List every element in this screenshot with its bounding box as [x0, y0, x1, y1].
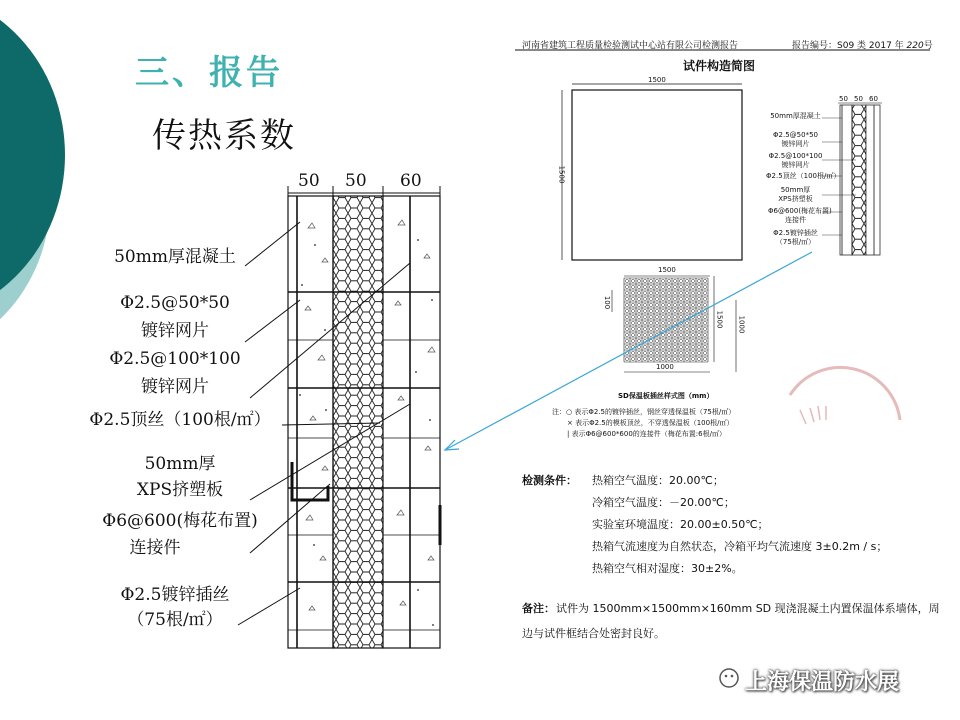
condition-5: 热箱空气相对湿度：30±2%。 [592, 562, 743, 575]
wire-grid [624, 278, 708, 362]
grid-wire-mark [655, 357, 658, 360]
grid-wire-mark [691, 339, 694, 342]
grid-wire-mark [673, 345, 676, 348]
grid-wire-mark [679, 357, 682, 360]
grid-wire-mark [637, 291, 640, 294]
small-dim-1: 50 [839, 95, 848, 103]
grid-wire-mark [661, 339, 664, 342]
grid-wire-mark [691, 357, 694, 360]
grid-wire-mark [625, 345, 628, 348]
grid-wire-mark [691, 297, 694, 300]
grid-wire-mark [649, 285, 652, 288]
square-dim-top: 1500 [648, 76, 666, 84]
grid-dim-right-1: 1500 [715, 310, 724, 329]
grid-wire-mark [643, 333, 646, 336]
watermark-text: 上海保温防水展 [745, 670, 900, 695]
grid-wire-mark [697, 297, 700, 300]
report-number-prefix: 报告编号：S09 类 2017 年 [792, 41, 907, 51]
grid-wire-mark [703, 327, 706, 330]
grid-wire-mark [667, 309, 670, 312]
grid-wire-mark [661, 357, 664, 360]
grid-wire-mark [661, 291, 664, 294]
grid-wire-mark [685, 303, 688, 306]
grid-wire-mark [655, 315, 658, 318]
grid-wire-mark [691, 285, 694, 288]
small-label-11: Φ2.5镀锌插丝 [773, 229, 818, 237]
grid-wire-mark [685, 339, 688, 342]
grid-wire-mark [685, 351, 688, 354]
grid-wire-mark [703, 279, 706, 282]
grid-wire-mark [631, 303, 634, 306]
grid-wire-mark [667, 357, 670, 360]
grid-wire-mark [673, 357, 676, 360]
grid-wire-mark [697, 315, 700, 318]
grid-wire-mark [631, 279, 634, 282]
grid-wire-mark [631, 357, 634, 360]
remark-line-1: 试件为 1500mm×1500mm×160mm SD 现浇混凝土内置保温体系墙体，周 [556, 602, 940, 615]
grid-wire-mark [643, 279, 646, 282]
grid-wire-mark [685, 279, 688, 282]
label-mesh1-name: 镀锌网片 [141, 321, 209, 341]
report-header-org: 河南省建筑工程质量检验测试中心站有限公司检测报告 [522, 41, 739, 51]
grid-wire-mark [655, 297, 658, 300]
label-xps-name: XPS挤塑板 [136, 480, 224, 500]
grid-wire-mark [673, 327, 676, 330]
grid-wire-mark [673, 279, 676, 282]
grid-wire-mark [679, 297, 682, 300]
grid-wire-mark [637, 309, 640, 312]
grid-wire-mark [673, 285, 676, 288]
dim-label-3: 60 [400, 171, 422, 191]
small-label-2: Φ2.5@50*50 [773, 131, 818, 139]
grid-wire-mark [655, 345, 658, 348]
label-connector-spec: Φ6@600(梅花布置) [102, 511, 258, 531]
grid-wire-mark [649, 297, 652, 300]
grid-wire-mark [697, 345, 700, 348]
grid-wire-mark [661, 297, 664, 300]
grid-dim-right-2: 1000 [737, 315, 746, 334]
grid-wire-mark [625, 327, 628, 330]
grid-wire-mark [697, 333, 700, 336]
grid-wire-mark [685, 297, 688, 300]
grid-wire-mark [691, 291, 694, 294]
grid-wire-mark [703, 339, 706, 342]
grid-wire-mark [685, 333, 688, 336]
grid-wire-mark [679, 309, 682, 312]
grid-wire-mark [691, 321, 694, 324]
grid-wire-mark [685, 291, 688, 294]
small-label-10: 连接件 [785, 216, 806, 224]
grid-wire-mark [649, 345, 652, 348]
grid-wire-mark [703, 285, 706, 288]
grid-wire-mark [685, 285, 688, 288]
grid-wire-mark [697, 285, 700, 288]
grid-wire-mark [631, 351, 634, 354]
grid-wire-mark [643, 291, 646, 294]
grid-wire-mark [649, 303, 652, 306]
grid-wire-mark [661, 321, 664, 324]
grid-wire-mark [691, 279, 694, 282]
grid-wire-mark [631, 339, 634, 342]
grid-wire-mark [637, 357, 640, 360]
grid-wire-mark [649, 327, 652, 330]
grid-wire-mark [679, 303, 682, 306]
grid-wire-mark [661, 303, 664, 306]
grid-wire-mark [637, 339, 640, 342]
grid-wire-mark [667, 303, 670, 306]
grid-wire-mark [643, 357, 646, 360]
grid-wire-mark [697, 321, 700, 324]
grid-wire-mark [697, 279, 700, 282]
label-mesh1-spec: Φ2.5@50*50 [120, 293, 230, 313]
grid-wire-mark [703, 315, 706, 318]
grid-wire-mark [649, 357, 652, 360]
grid-wire-mark [685, 321, 688, 324]
grid-wire-mark [631, 309, 634, 312]
slide-subtitle: 传热系数 [152, 116, 296, 156]
grid-wire-mark [661, 351, 664, 354]
grid-wire-mark [679, 351, 682, 354]
grid-wire-mark [637, 315, 640, 318]
small-label-5: 镀锌网片 [781, 161, 810, 169]
remark-label: 备注： [522, 602, 555, 615]
grid-wire-mark [631, 327, 634, 330]
wechat-icon [718, 666, 744, 692]
grid-wire-mark [697, 351, 700, 354]
section-title: 三、报告 [135, 53, 283, 93]
grid-wire-mark [673, 303, 676, 306]
label-insert-wire: Φ2.5镀锌插丝 [120, 585, 230, 605]
note-line-1: 注：○ 表示Φ2.5的镀锌插丝，钢丝穿透保温板（75根/㎡） [552, 408, 736, 416]
grid-wire-mark [655, 351, 658, 354]
grid-wire-mark [703, 303, 706, 306]
square-dim-side: 1500 [557, 165, 566, 184]
grid-wire-mark [643, 315, 646, 318]
grid-wire-mark [643, 345, 646, 348]
grid-wire-mark [643, 303, 646, 306]
grid-wire-mark [661, 279, 664, 282]
grid-wire-mark [631, 291, 634, 294]
grid-wire-mark [703, 321, 706, 324]
note-line-3: | 表示Φ6@600*600的连接件（梅花布置:6根/㎡） [567, 430, 726, 438]
grid-wire-mark [667, 345, 670, 348]
grid-wire-mark [643, 309, 646, 312]
grid-wire-mark [637, 327, 640, 330]
grid-wire-mark [679, 345, 682, 348]
grid-wire-mark [655, 291, 658, 294]
specimen-square [572, 90, 742, 260]
report-number-handwritten: 220 [906, 41, 924, 51]
grid-wire-mark [655, 285, 658, 288]
grid-wire-mark [697, 339, 700, 342]
grid-wire-mark [649, 321, 652, 324]
small-dim-3: 60 [869, 95, 878, 103]
note-line-2: × 表示Φ2.5的模板顶丝，不穿透保温板（100根/㎡） [567, 419, 734, 427]
grid-wire-mark [697, 327, 700, 330]
report-header-number [792, 38, 933, 51]
grid-wire-mark [679, 339, 682, 342]
grid-wire-mark [649, 333, 652, 336]
small-label-1: 50mm厚混凝土 [770, 112, 821, 120]
grid-wire-mark [685, 345, 688, 348]
grid-wire-mark [625, 303, 628, 306]
conditions-label: 检测条件： [522, 474, 577, 487]
grid-wire-mark [667, 351, 670, 354]
grid-wire-mark [673, 351, 676, 354]
remark-line-2: 边与试件框结合处密封良好。 [522, 627, 665, 640]
grid-wire-mark [643, 351, 646, 354]
grid-wire-mark [673, 339, 676, 342]
label-mesh2-spec: Φ2.5@100*100 [109, 349, 241, 369]
grid-wire-mark [655, 327, 658, 330]
grid-wire-mark [655, 321, 658, 324]
grid-wire-mark [667, 285, 670, 288]
report-number-suffix: 号 [923, 41, 933, 51]
grid-wire-mark [673, 291, 676, 294]
grid-wire-mark [679, 291, 682, 294]
grid-wire-mark [637, 333, 640, 336]
grid-wire-mark [685, 315, 688, 318]
grid-wire-mark [637, 279, 640, 282]
grid-wire-mark [661, 315, 664, 318]
small-dim-2: 50 [854, 95, 863, 103]
label-concrete: 50mm厚混凝土 [114, 247, 236, 267]
grid-wire-mark [637, 285, 640, 288]
grid-wire-mark [625, 315, 628, 318]
grid-wire-mark [637, 321, 640, 324]
grid-wire-mark [643, 321, 646, 324]
grid-wire-mark [625, 321, 628, 324]
grid-wire-mark [667, 321, 670, 324]
grid-wire-mark [643, 297, 646, 300]
grid-wire-mark [655, 303, 658, 306]
grid-wire-mark [685, 357, 688, 360]
grid-wire-mark [673, 321, 676, 324]
grid-wire-mark [685, 327, 688, 330]
dim-label-2: 50 [345, 171, 367, 191]
grid-wire-mark [649, 291, 652, 294]
condition-3: 实验室环境温度：20.00±0.50℃； [592, 518, 769, 531]
label-xps-thickness: 50mm厚 [144, 454, 216, 474]
small-label-7: 50mm厚 [780, 186, 811, 194]
grid-wire-mark [697, 303, 700, 306]
grid-wire-mark [643, 327, 646, 330]
grid-wire-mark [685, 309, 688, 312]
condition-2: 冷箱空气温度：－20.00℃； [592, 496, 735, 509]
grid-wire-mark [625, 291, 628, 294]
grid-wire-mark [625, 285, 628, 288]
grid-wire-mark [655, 279, 658, 282]
label-top-wire: Φ2.5顶丝（100根/㎡） [89, 410, 271, 430]
grid-wire-mark [697, 291, 700, 294]
grid-wire-mark [649, 315, 652, 318]
label-insert-density: （75根/㎡） [127, 610, 223, 630]
grid-wire-mark [637, 351, 640, 354]
dim-label-1: 50 [298, 171, 320, 191]
grid-wire-mark [703, 297, 706, 300]
condition-1: 热箱空气温度：20.00℃； [592, 474, 724, 487]
grid-wire-mark [667, 315, 670, 318]
grid-dim-bottom: 1000 [656, 363, 674, 371]
grid-wire-mark [655, 309, 658, 312]
small-label-6: Φ2.5顶丝（100根/㎡） [766, 172, 841, 180]
small-label-3: 镀锌网片 [781, 140, 810, 148]
grid-wire-mark [631, 297, 634, 300]
grid-wire-mark [661, 327, 664, 330]
grid-wire-mark [703, 291, 706, 294]
grid-wire-mark [673, 297, 676, 300]
grid-wire-mark [691, 327, 694, 330]
grid-wire-mark [631, 321, 634, 324]
grid-wire-mark [673, 309, 676, 312]
grid-wire-mark [661, 309, 664, 312]
grid-wire-mark [661, 333, 664, 336]
small-label-9: Φ6@600(梅花布置) [768, 207, 832, 215]
grid-wire-mark [667, 279, 670, 282]
grid-wire-mark [667, 333, 670, 336]
label-mesh2-name: 镀锌网片 [141, 377, 209, 397]
grid-wire-mark [655, 339, 658, 342]
official-stamp-icon [790, 367, 900, 424]
grid-wire-mark [649, 279, 652, 282]
grid-wire-mark [703, 357, 706, 360]
grid-wire-mark [667, 339, 670, 342]
grid-caption: SD保温板插丝样式图（mm） [618, 392, 714, 400]
small-label-8: XPS挤塑板 [778, 195, 813, 203]
grid-wire-mark [625, 297, 628, 300]
grid-wire-mark [625, 333, 628, 336]
grid-wire-mark [661, 345, 664, 348]
grid-wire-mark [637, 297, 640, 300]
label-connector-name: 连接件 [129, 538, 181, 558]
grid-wire-mark [691, 309, 694, 312]
grid-dim-left: 100 [603, 295, 612, 310]
grid-wire-mark [631, 285, 634, 288]
grid-wire-mark [625, 357, 628, 360]
grid-wire-mark [697, 357, 700, 360]
report-drawing-title: 试件构造简图 [683, 59, 756, 73]
grid-wire-mark [673, 333, 676, 336]
grid-wire-mark [691, 303, 694, 306]
grid-wire-mark [667, 291, 670, 294]
grid-wire-mark [679, 279, 682, 282]
grid-wire-mark [703, 351, 706, 354]
grid-wire-mark [625, 309, 628, 312]
grid-wire-mark [679, 285, 682, 288]
grid-wire-mark [643, 285, 646, 288]
grid-wire-mark [703, 345, 706, 348]
grid-wire-mark [667, 297, 670, 300]
small-label-4: Φ2.5@100*100 [768, 152, 823, 160]
grid-wire-mark [649, 309, 652, 312]
grid-wire-mark [691, 351, 694, 354]
grid-wire-mark [649, 351, 652, 354]
grid-dim-top: 1500 [658, 266, 676, 274]
grid-wire-mark [625, 279, 628, 282]
grid-wire-mark [637, 303, 640, 306]
grid-wire-mark [625, 339, 628, 342]
condition-4: 热箱气流速度为自然状态，冷箱平均气流速度 3±0.2m / s； [592, 540, 888, 553]
grid-wire-mark [679, 327, 682, 330]
grid-wire-mark [673, 315, 676, 318]
grid-wire-mark [691, 345, 694, 348]
grid-wire-mark [661, 285, 664, 288]
small-label-12: （75根/㎡） [775, 238, 816, 246]
grid-wire-mark [679, 333, 682, 336]
grid-wire-mark [631, 315, 634, 318]
grid-wire-mark [691, 333, 694, 336]
grid-wire-mark [679, 315, 682, 318]
grid-wire-mark [631, 333, 634, 336]
grid-wire-mark [703, 333, 706, 336]
